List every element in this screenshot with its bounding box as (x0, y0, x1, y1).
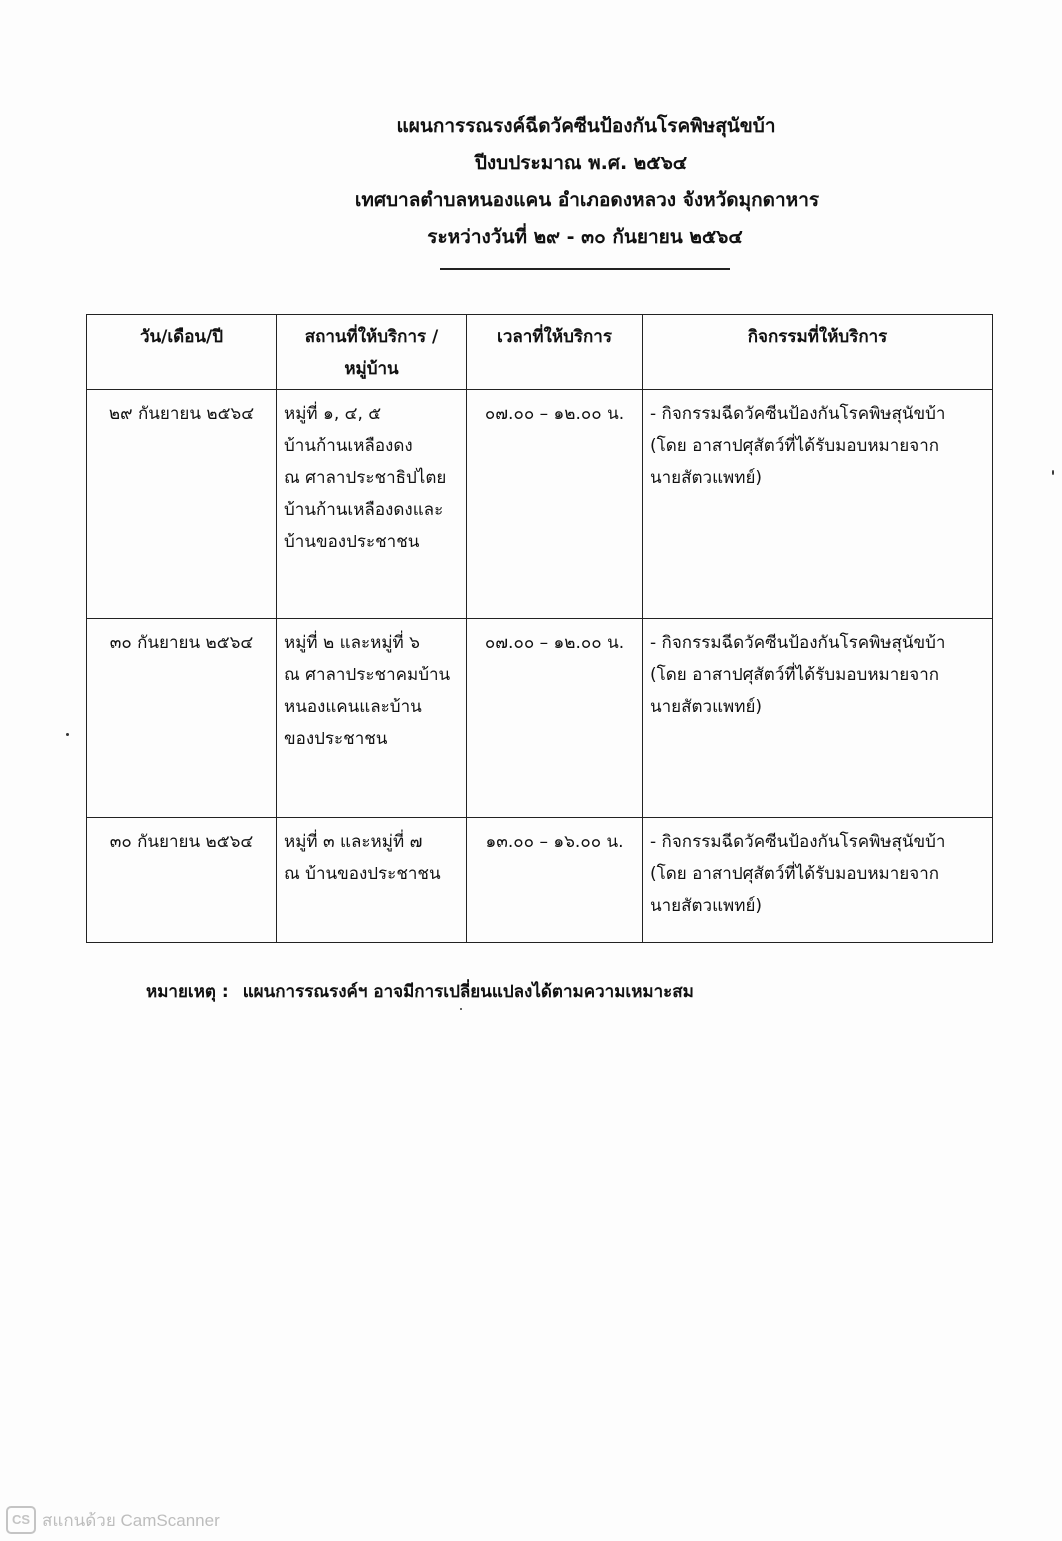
cell-activity (643, 619, 993, 818)
table-header-row (87, 315, 993, 390)
header-date: วัน/เดือน/ปี (87, 315, 277, 390)
activity-line: (โดย อาสาปศุสัตว์ที่ได้รับมอบหมายจาก (650, 436, 940, 456)
activity-line: นายสัตวแพทย์) (650, 468, 763, 488)
title-line-2: ปีงบประมาณ พ.ศ. ๒๕๖๔ (474, 152, 688, 174)
camscanner-logo-icon: CS (6, 1506, 36, 1534)
title-underline (440, 268, 730, 270)
cell-date: ๓๐ กันยายน ๒๕๖๔ (87, 818, 277, 943)
cell-place (277, 390, 467, 619)
title-line-1: แผนการรณรงค์ฉีดวัคซีนป้องกันโรคพิษสุนัขบ้า (396, 115, 776, 137)
footnote-text: แผนการรณรงค์ฯ อาจมีการเปลี่ยนแปลงได้ตามความเหมาะสม (242, 982, 694, 1002)
table-row (87, 619, 993, 818)
place-line: ณ บ้านของประชาชน (284, 864, 441, 884)
activity-line: (โดย อาสาปศุสัตว์ที่ได้รับมอบหมายจาก (650, 665, 940, 685)
header-place: สถานที่ให้บริการ /หมู่บ้าน (277, 315, 467, 390)
footnote (146, 978, 694, 1005)
camscanner-text: สแกนด้วย CamScanner (42, 1510, 220, 1530)
cell-place (277, 619, 467, 818)
activity-line: - กิจกรรมฉีดวัคซีนป้องกันโรคพิษสุนัขบ้า (650, 832, 946, 852)
place-line: บ้านของประชาชน (284, 532, 420, 552)
cell-date: ๓๐ กันยายน ๒๕๖๔ (87, 619, 277, 818)
activity-line: (โดย อาสาปศุสัตว์ที่ได้รับมอบหมายจาก (650, 864, 940, 884)
header-activity: กิจกรรมที่ให้บริการ (643, 315, 993, 390)
header-time: เวลาที่ให้บริการ (467, 315, 643, 390)
place-line: ณ ศาลาประชาคมบ้าน (284, 665, 451, 685)
cell-date: ๒๙ กันยายน ๒๕๖๔ (87, 390, 277, 619)
activity-line: - กิจกรรมฉีดวัคซีนป้องกันโรคพิษสุนัขบ้า (650, 404, 946, 424)
cell-activity (643, 818, 993, 943)
place-line: หนองแคนและบ้าน (284, 697, 422, 717)
place-line: ณ ศาลาประชาธิปไตย (284, 468, 447, 488)
table-row (87, 818, 993, 943)
title-line-3: เทศบาลตำบลหนองแคน อำเภอดงหลวง จังหวัดมุกดาหาร (354, 189, 820, 211)
cell-place (277, 818, 467, 943)
place-line: หมู่ที่ ๒ และหมู่ที่ ๖ (284, 633, 420, 653)
scan-speck (66, 733, 69, 736)
document-title-block (0, 108, 1062, 256)
place-line: ของประชาชน (284, 729, 388, 749)
cell-time: ๐๗.๐๐ – ๑๒.๐๐ น. (467, 619, 643, 818)
activity-line: - กิจกรรมฉีดวัคซีนป้องกันโรคพิษสุนัขบ้า (650, 633, 946, 653)
activity-line: นายสัตวแพทย์) (650, 697, 763, 717)
place-line: หมู่ที่ ๓ และหมู่ที่ ๗ (284, 832, 423, 852)
schedule-table (86, 314, 993, 943)
cell-time: ๑๓.๐๐ – ๑๖.๐๐ น. (467, 818, 643, 943)
scan-speck (460, 1008, 462, 1010)
footnote-label: หมายเหตุ : (146, 982, 229, 1002)
title-line-4: ระหว่างวันที่ ๒๙ - ๓๐ กันยายน ๒๕๖๔ (427, 226, 743, 248)
scan-speck (1052, 470, 1054, 475)
place-line: หมู่ที่ ๑, ๔, ๕ (284, 404, 382, 424)
table-row (87, 390, 993, 619)
camscanner-watermark (6, 1506, 220, 1534)
activity-line: นายสัตวแพทย์) (650, 896, 763, 916)
place-line: บ้านก้านเหลืองดง (284, 436, 413, 456)
cell-activity (643, 390, 993, 619)
cell-time: ๐๗.๐๐ – ๑๒.๐๐ น. (467, 390, 643, 619)
place-line: บ้านก้านเหลืองดงและ (284, 500, 444, 520)
